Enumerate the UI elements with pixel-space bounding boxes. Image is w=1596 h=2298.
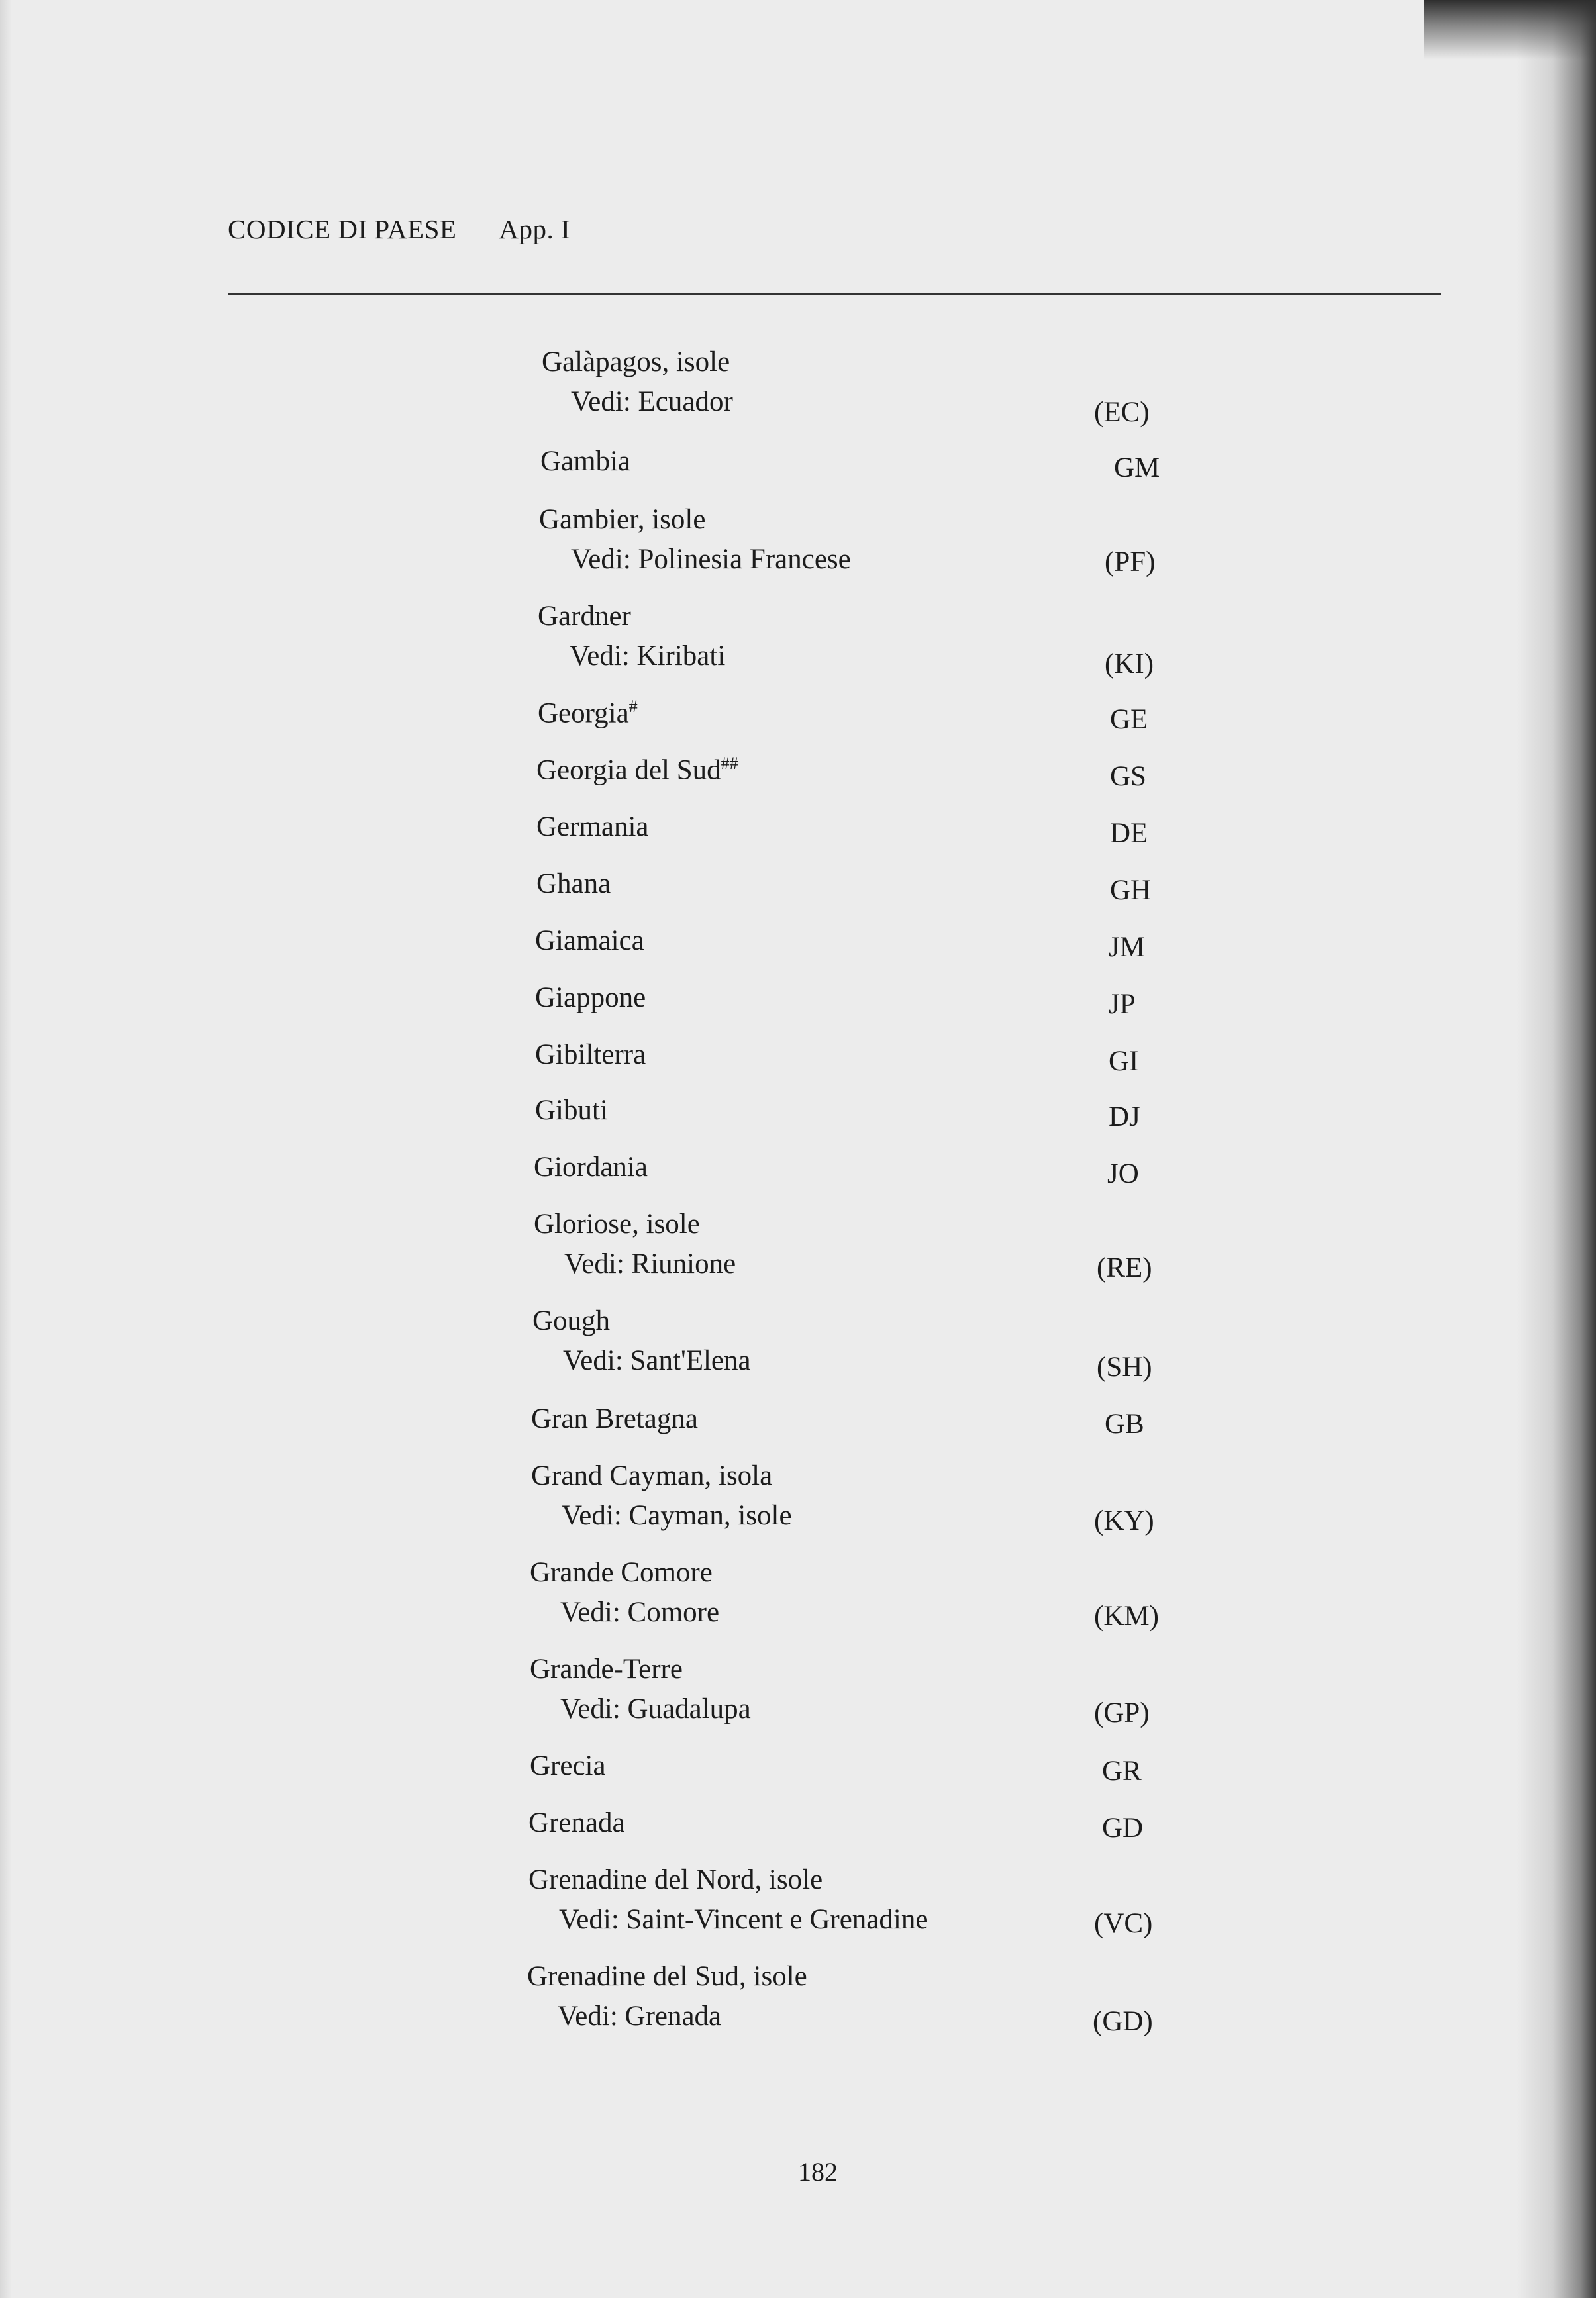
- see-reference: Vedi: Kiribati: [570, 640, 726, 672]
- header-rule: [228, 293, 1441, 295]
- country-code: (GP): [1094, 1697, 1150, 1728]
- country-name: Gran Bretagna: [531, 1403, 698, 1434]
- country-name: Gloriose, isole: [534, 1209, 700, 1240]
- footnote-mark: #: [628, 697, 638, 716]
- country-code: (VC): [1094, 1908, 1153, 1939]
- country-code: JP: [1109, 989, 1136, 1020]
- running-head-section: CODICE DI PAESE: [228, 214, 457, 244]
- see-reference: Vedi: Ecuador: [571, 386, 733, 417]
- country-code: GI: [1109, 1046, 1139, 1077]
- country-name: Giappone: [535, 982, 646, 1013]
- country-name: Georgia#: [538, 697, 638, 729]
- page-corner-shadow: [1424, 0, 1596, 60]
- see-reference: Vedi: Polinesia Francese: [571, 544, 851, 575]
- country-name: Galàpagos, isole: [542, 346, 730, 377]
- country-name: Ghana: [536, 868, 611, 899]
- country-code: JM: [1109, 932, 1145, 963]
- see-reference: Vedi: Cayman, isole: [562, 1500, 792, 1531]
- page-left-edge-shadow: [0, 0, 12, 2298]
- see-reference: Vedi: Grenada: [558, 2001, 722, 2032]
- country-code: DJ: [1109, 1101, 1140, 1132]
- country-code: GR: [1102, 1756, 1142, 1787]
- see-reference: Vedi: Guadalupa: [560, 1693, 751, 1724]
- see-reference: Vedi: Comore: [560, 1597, 720, 1628]
- country-code: GH: [1110, 875, 1152, 906]
- country-code: GB: [1105, 1409, 1144, 1440]
- running-head-appendix: App. I: [499, 214, 571, 244]
- country-code: (SH): [1097, 1352, 1152, 1383]
- page-number: 182: [798, 2157, 838, 2187]
- country-name: Gibuti: [535, 1095, 608, 1126]
- country-name: Giordania: [534, 1152, 648, 1183]
- page-binding-shadow: [1517, 0, 1596, 2298]
- country-name: Gibilterra: [535, 1039, 646, 1070]
- country-code: (PF): [1105, 546, 1156, 577]
- country-code: (GD): [1093, 2006, 1153, 2037]
- country-code: GE: [1110, 704, 1148, 735]
- country-name: Gambier, isole: [539, 504, 706, 535]
- country-name: Gough: [532, 1305, 611, 1336]
- country-code: JO: [1107, 1158, 1139, 1189]
- country-code: (KI): [1105, 648, 1154, 679]
- country-name: Grenada: [528, 1807, 625, 1838]
- footnote-mark: ##: [721, 754, 738, 773]
- country-name: Grande Comore: [530, 1557, 713, 1588]
- country-code: (RE): [1097, 1252, 1152, 1283]
- country-code: GS: [1110, 761, 1146, 792]
- running-head: [228, 213, 570, 245]
- country-name: Grande-Terre: [530, 1654, 683, 1685]
- country-name: Gambia: [540, 446, 631, 477]
- country-code: GM: [1114, 452, 1160, 483]
- country-code: (EC): [1094, 397, 1150, 428]
- country-code: (KY): [1094, 1505, 1154, 1536]
- country-name: Grand Cayman, isola: [531, 1460, 773, 1491]
- country-name: Grecia: [530, 1750, 606, 1781]
- country-code: GD: [1102, 1813, 1144, 1844]
- see-reference: Vedi: Sant'Elena: [563, 1345, 751, 1376]
- country-code: (KM): [1094, 1601, 1159, 1632]
- see-reference: Vedi: Riunione: [564, 1248, 736, 1279]
- country-name: Grenadine del Sud, isole: [527, 1961, 807, 1992]
- country-name: Gardner: [538, 601, 631, 632]
- country-name: Germania: [536, 811, 649, 842]
- country-name: Giamaica: [535, 925, 644, 956]
- country-code: DE: [1110, 818, 1148, 849]
- country-name: Grenadine del Nord, isole: [528, 1864, 823, 1895]
- country-name: Georgia del Sud##: [536, 754, 738, 786]
- see-reference: Vedi: Saint-Vincent e Grenadine: [559, 1904, 928, 1935]
